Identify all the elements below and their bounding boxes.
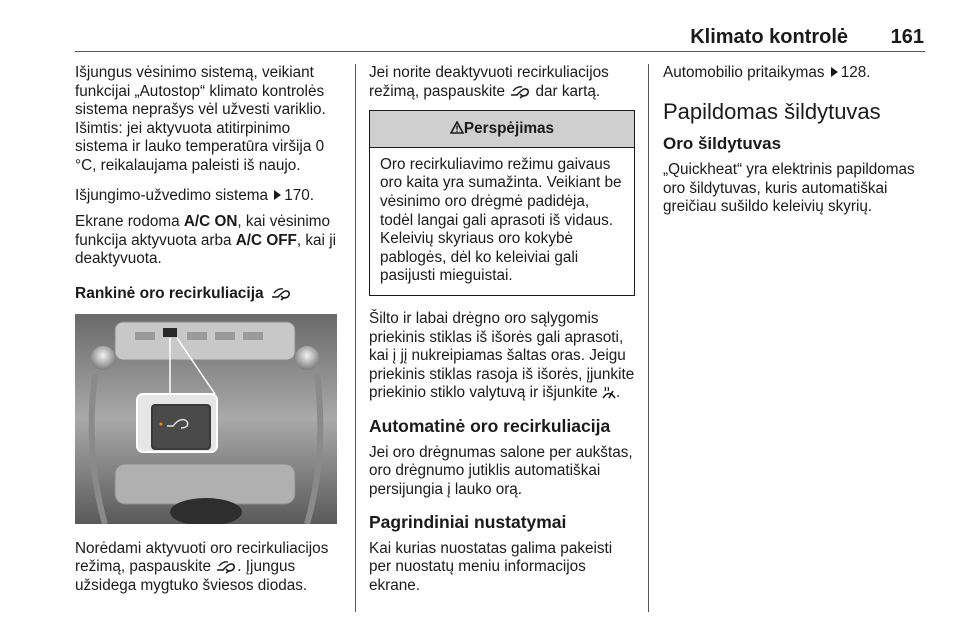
paragraph-stop-start-ref bbox=[75, 187, 345, 206]
heading-auxiliary-heater: Papildomas šildytuvas bbox=[663, 98, 881, 124]
ref-page[interactable]: 128. bbox=[840, 64, 871, 81]
page-reference-arrow-icon bbox=[831, 67, 838, 77]
ac-on-label: A/C ON bbox=[183, 213, 238, 231]
ref-text: Automobilio pritaikymas bbox=[663, 64, 825, 81]
text-fragment: , kai ji deaktyvuota. bbox=[75, 231, 337, 268]
warning-header bbox=[370, 111, 634, 148]
warning-box bbox=[369, 110, 635, 296]
recirculation-icon bbox=[509, 85, 531, 99]
paragraph-windscreen-fog bbox=[369, 310, 635, 403]
paragraph-vehicle-personalisation-ref bbox=[663, 64, 928, 83]
text-fragment: Šilto ir labai drėgno oro sąlygomis priekinis stiklas iš išorės gali aprasoti, kai į jį nukreipiamas šaltas oras. Jeigu priekinis stiklas rasoja iš išorės, įjunkite priekinio stiklo valytuvą ir išjunkite bbox=[369, 309, 635, 402]
column-2 bbox=[369, 64, 635, 604]
page-header bbox=[0, 0, 960, 56]
recirculation-icon bbox=[215, 560, 237, 574]
text-fragment: , kai vėsinimo funkcija aktyvuota arba bbox=[75, 213, 331, 249]
heading-manual-recirculation bbox=[75, 285, 345, 304]
column-3 bbox=[663, 64, 928, 225]
ac-off-label: A/C OFF bbox=[235, 231, 297, 249]
paragraph-activate-recirculation bbox=[75, 540, 345, 596]
heading-auto-recirculation: Automatinė oro recirkuliacija bbox=[369, 415, 611, 436]
paragraph-auto-recirculation: Jei oro drėgnumas salone per aukštas, oro drėgnumo jutiklis automatiškai persijungia į lauko orą. bbox=[369, 443, 633, 498]
heading-air-heater: Oro šildytuvas bbox=[663, 133, 782, 153]
warning-triangle-icon bbox=[450, 121, 464, 134]
paragraph-autostop: Išjungus vėsinimo sistemą, veikiant funkcijai „Autostop“ klimato kontrolės sistema neprašys vėl užvesti variklio. Išimtis: jei aktyvuota atitirpinimo sistema ir lauko temperatūra viršija 0 °C, reikalaujama paleisti iš naujo. bbox=[75, 64, 326, 174]
paragraph-quickheat: „Quickheat“ yra elektrinis papildomas oro šildytuvas, kuris automatiškai greičiau sušildo keleivių skyrių. bbox=[663, 161, 915, 216]
column-divider bbox=[355, 64, 356, 612]
paragraph-deactivate-recirculation bbox=[369, 64, 635, 101]
ref-text: Išjungimo-užvedimo sistema bbox=[75, 186, 268, 204]
ref-page[interactable]: 170. bbox=[284, 186, 315, 204]
column-divider bbox=[648, 64, 649, 612]
windscreen-wiper-icon bbox=[602, 386, 616, 400]
page-number: 161 bbox=[890, 26, 924, 48]
section-title: Klimato kontrolė bbox=[690, 26, 848, 48]
header-divider bbox=[75, 51, 925, 52]
heading-basic-settings: Pagrindiniai nustatymai bbox=[369, 512, 567, 533]
text-fragment: Jei norite deaktyvuoti recirkuliacijos režimą, paspauskite bbox=[369, 64, 609, 100]
paragraph-ac-display bbox=[75, 213, 345, 269]
text-fragment: . Įjungus užsidega mygtuko šviesos diodas. bbox=[75, 558, 308, 594]
console-recirculation-button-photo bbox=[75, 314, 337, 524]
text-fragment: . bbox=[615, 384, 621, 402]
heading-text: Rankinė oro recirkuliacija bbox=[75, 284, 264, 302]
text-fragment: Ekrane rodoma bbox=[75, 213, 184, 231]
text-fragment: dar kartą. bbox=[535, 82, 601, 100]
paragraph-basic-settings: Kai kurias nuostatas galima pakeisti per nuostatų meniu informacijos ekrane. bbox=[369, 539, 613, 595]
page-reference-arrow-icon bbox=[274, 190, 281, 200]
warning-body: Oro recirkuliavimo režimu gaivaus oro kaita yra sumažinta. Veikiant be vėsinimo oro drėgmė padidėja, todėl langai gali aprasoti iš vidaus. Keleivių skyriaus oro kokybė pablogės, dėl ko keleiviai gali pasijusti mieguistai. bbox=[380, 155, 622, 285]
recirculation-icon bbox=[270, 287, 292, 301]
column-1 bbox=[75, 64, 345, 603]
text-fragment: Norėdami aktyvuoti oro recirkuliacijos režimą, paspauskite bbox=[75, 539, 329, 576]
warning-title: Perspėjimas bbox=[463, 120, 555, 138]
